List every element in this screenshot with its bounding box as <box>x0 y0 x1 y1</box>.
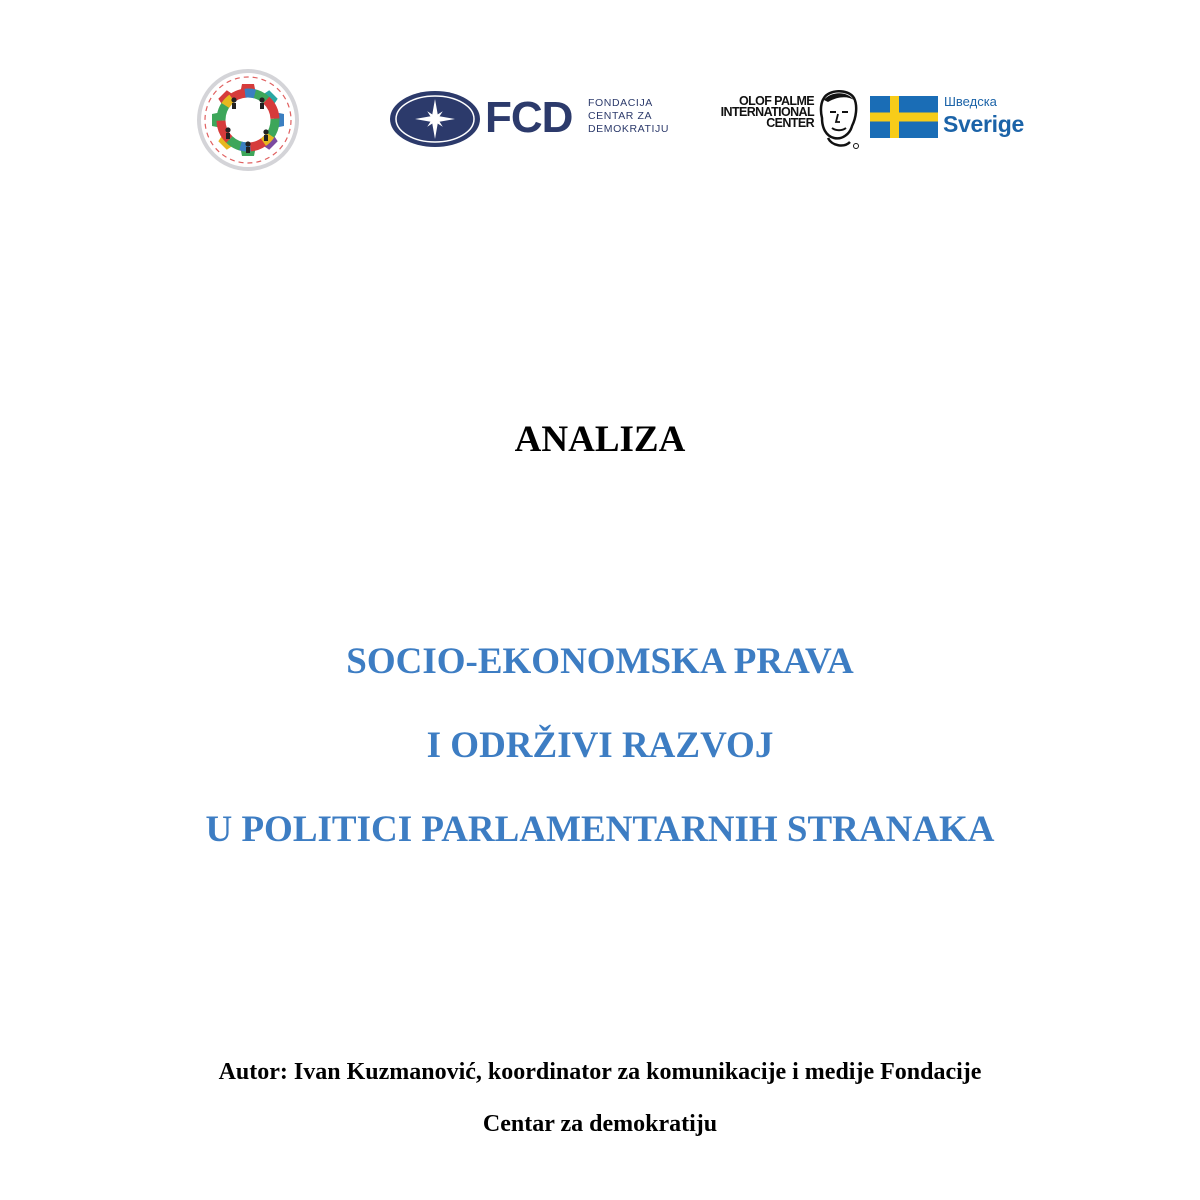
olof-palme-line: OLOF PALME <box>738 94 814 108</box>
sweden-logo <box>870 94 1040 144</box>
portrait-icon <box>814 88 864 152</box>
fcd-subtitle <box>588 97 669 136</box>
sweden-big-label: Sverige <box>943 111 1025 137</box>
compass-star-icon <box>388 88 482 150</box>
author-line: Autor: Ivan Kuzmanović, koordinator za komunikacije i medije Fondacije <box>218 1059 982 1085</box>
author-credit <box>0 1057 1200 1161</box>
olof-palme-logo <box>706 88 864 154</box>
fcd-subtitle-line: FONDACIJA <box>588 97 653 109</box>
olof-palme-line: INTERNATIONAL <box>720 105 814 119</box>
fcd-logo <box>388 88 688 150</box>
title-line: U POLITICI PARLAMENTARNIH STRANAKA <box>205 809 995 850</box>
document-title <box>0 640 1200 892</box>
author-line: Centar za demokratiju <box>482 1111 718 1137</box>
gear-network-logo-icon <box>196 68 300 172</box>
title-line: SOCIO-EKONOMSKA PRAVA <box>346 641 854 682</box>
sweden-small-label: Шведска <box>944 94 997 109</box>
sweden-flag-icon <box>870 96 938 138</box>
fcd-subtitle-line: DEMOKRATIJU <box>588 123 670 135</box>
title-line: I ODRŽIVI RAZVOJ <box>426 725 774 766</box>
document-type-heading: ANALIZA <box>514 419 686 460</box>
fcd-wordmark: FCD <box>485 93 573 142</box>
fcd-subtitle-line: CENTAR ZA <box>588 110 653 122</box>
olof-palme-text <box>706 96 814 129</box>
olof-palme-line: CENTER <box>766 116 814 130</box>
